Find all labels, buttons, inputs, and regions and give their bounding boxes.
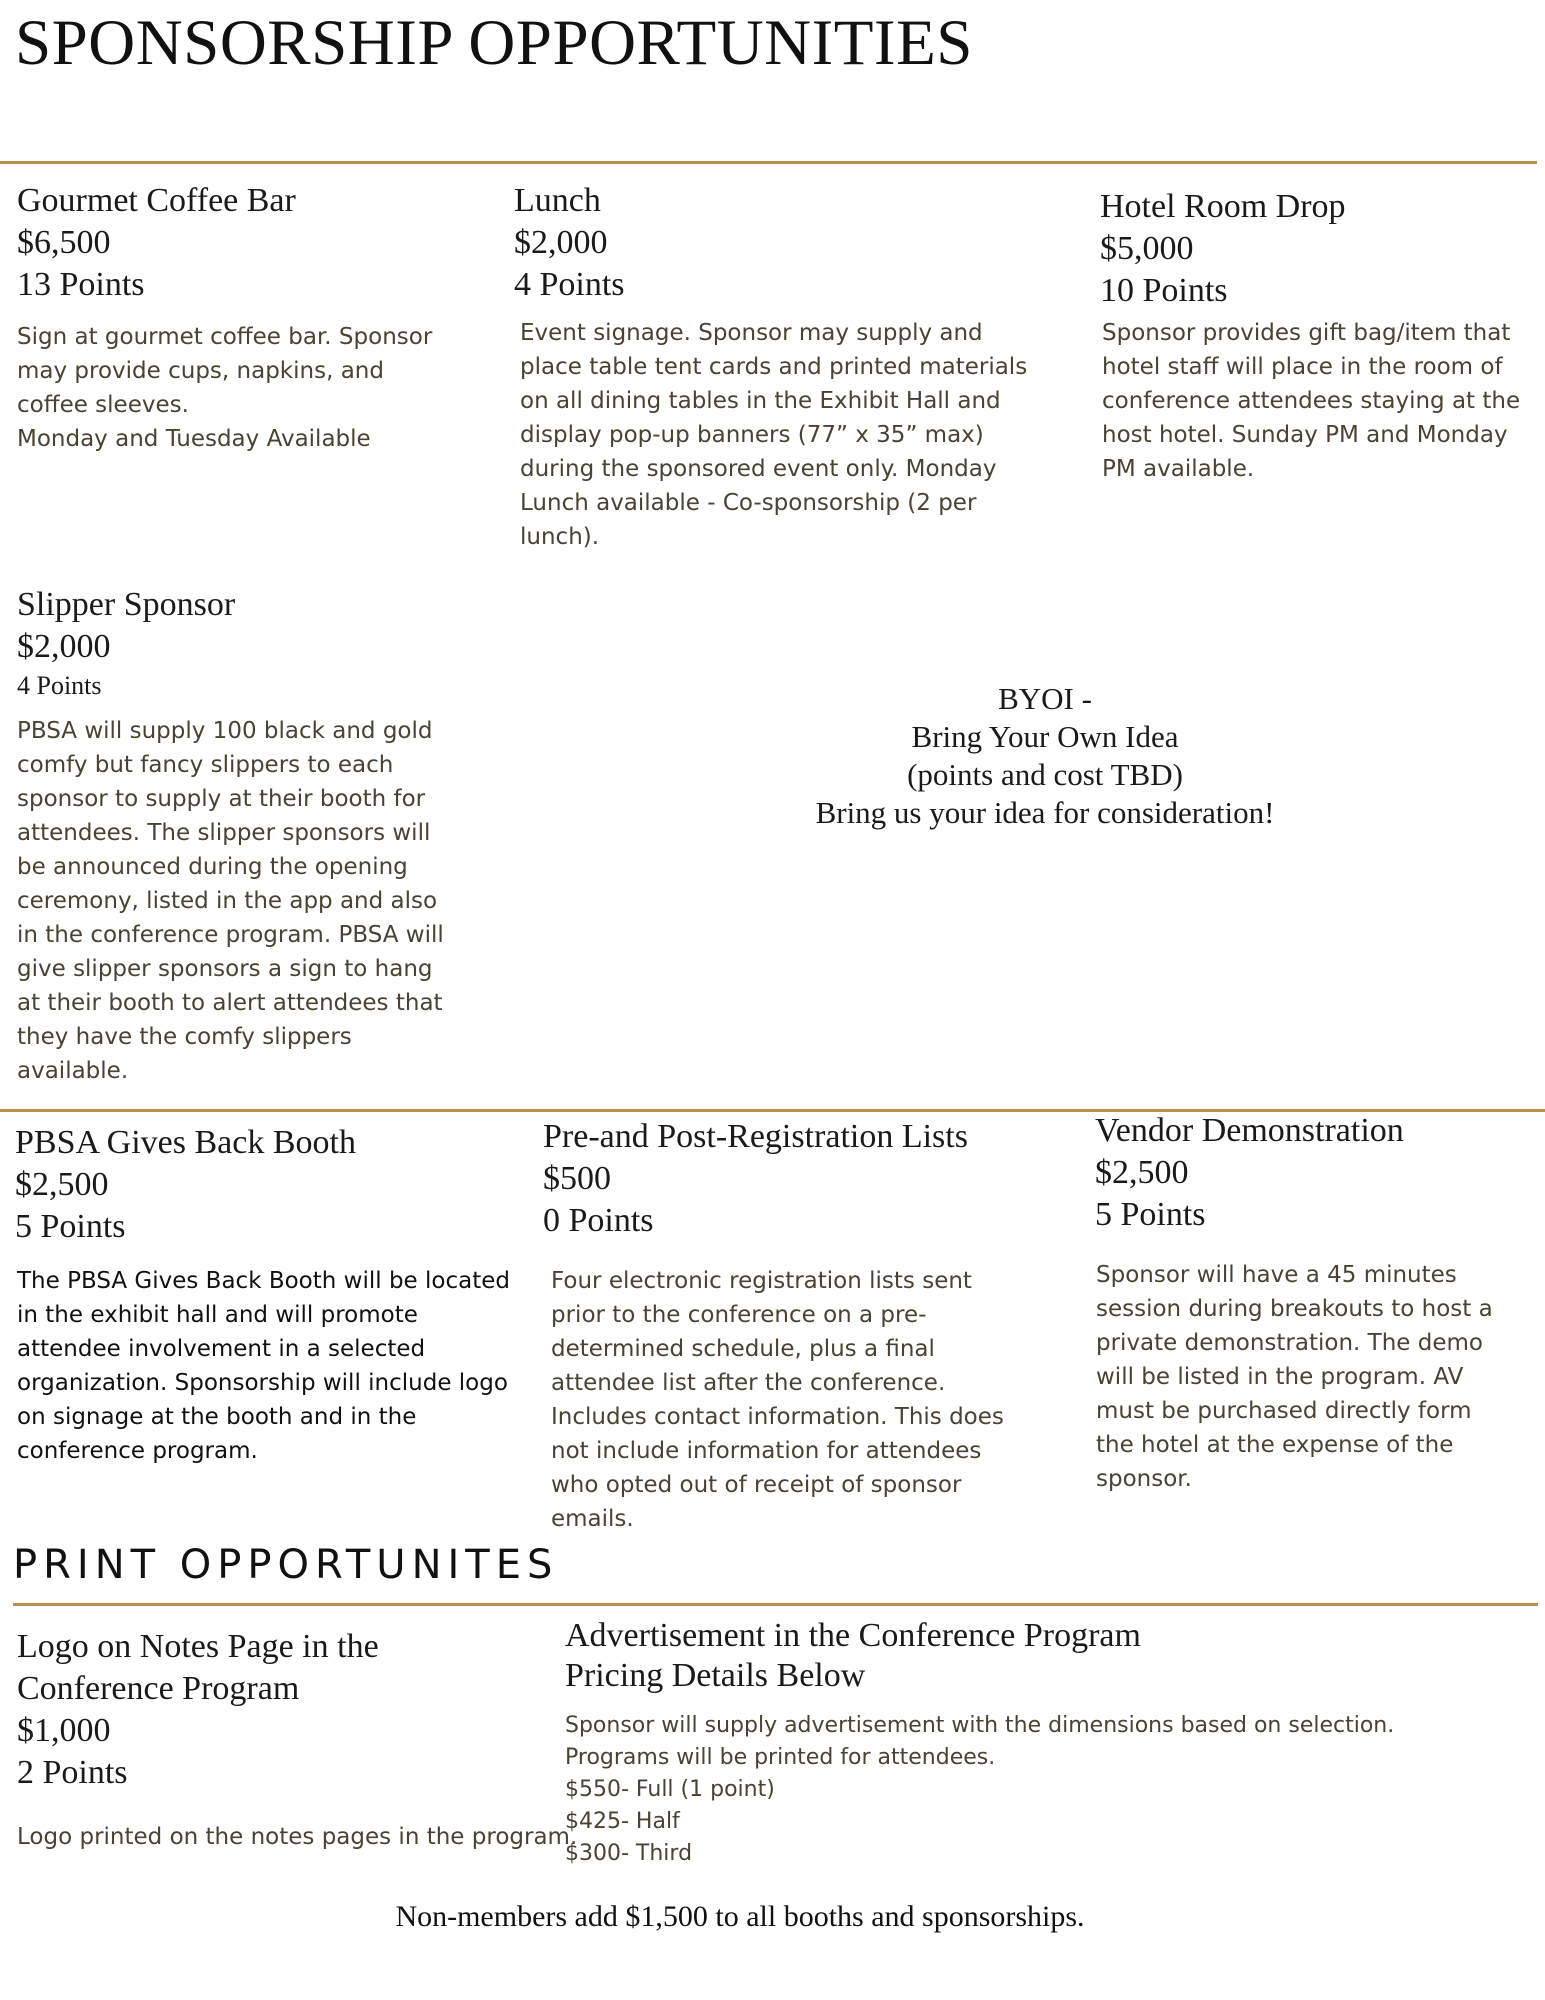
item-description: Sponsor provides gift bag/item that hotel staff will place in the room of conference attendees staying at the host hotel. Sunday PM and Monday PM available.	[1102, 320, 1521, 482]
item-registration-lists	[543, 1116, 1013, 1536]
advert-option-third: $300- Third	[565, 1841, 693, 1866]
item-name: Gourmet Coffee Bar	[17, 182, 296, 219]
item-name: PBSA Gives Back Booth	[15, 1124, 356, 1161]
item-points: 4 Points	[514, 266, 625, 303]
item-description	[17, 320, 457, 456]
item-gives-back-booth	[15, 1122, 515, 1468]
item-points: 10 Points	[1100, 272, 1228, 309]
top-divider	[0, 161, 1537, 164]
item-description: The PBSA Gives Back Booth will be located in the exhibit hall and will promote attendee involvement in a selected organization. Sponsorship will include logo on signage at the booth and in the conference program.	[17, 1268, 510, 1464]
item-points: 5 Points	[1095, 1196, 1206, 1233]
print-section-title: PRINT OPPORTUNITES	[13, 1542, 559, 1588]
item-price: $2,000	[514, 224, 608, 261]
item-hotel-room-drop	[1100, 186, 1525, 486]
item-price: $6,500	[17, 224, 111, 261]
page-title: SPONSORSHIP OPPORTUNITIES	[15, 7, 973, 79]
item-name-line2: Pricing Details Below	[565, 1657, 866, 1694]
item-logo-notes-page	[17, 1626, 578, 1854]
byoi-subheading: Bring Your Own Idea	[911, 719, 1179, 754]
item-availability: Monday and Tuesday Available	[17, 426, 371, 452]
item-points: 2 Points	[17, 1754, 128, 1791]
item-name-line2: Conference Program	[17, 1670, 300, 1707]
item-description: Logo printed on the notes pages in the program.	[17, 1824, 578, 1850]
item-price: $5,000	[1100, 230, 1194, 267]
item-name: Pre-and Post-Registration Lists	[543, 1118, 968, 1155]
item-name-line1: Logo on Notes Page in the	[17, 1628, 379, 1665]
byoi-callout	[745, 680, 1345, 832]
item-advertisement	[565, 1616, 1465, 1870]
advert-desc-line1: Sponsor will supply advertisement with the dimensions based on selection.	[565, 1713, 1395, 1738]
item-description	[565, 1710, 1465, 1870]
byoi-heading: BYOI -	[998, 681, 1092, 716]
item-points: 4 Points	[17, 671, 102, 700]
item-description-text: Sign at gourmet coffee bar. Sponsor may provide cups, napkins, and coffee sleeves.	[17, 324, 433, 418]
footer-note: Non-members add $1,500 to all booths and sponsorships.	[395, 1900, 1085, 1933]
item-vendor-demonstration	[1095, 1110, 1515, 1496]
item-points: 13 Points	[17, 266, 145, 303]
item-price: $2,000	[17, 628, 111, 665]
item-description: Event signage. Sponsor may supply and place table tent cards and printed materials on all dining tables in the Exhibit Hall and display pop-up banners (77” x 35” max) during the sponsored event only. Monday Lunch available - Co-sponsorship (2 per lunch).	[520, 320, 1028, 550]
item-slipper-sponsor	[17, 584, 457, 1088]
item-coffee-bar	[17, 180, 457, 456]
item-name: Lunch	[514, 182, 601, 219]
byoi-note: (points and cost TBD)	[907, 757, 1183, 792]
item-points: 5 Points	[15, 1208, 126, 1245]
item-name-line1: Advertisement in the Conference Program	[565, 1617, 1141, 1654]
byoi-call-to-action: Bring us your idea for consideration!	[815, 795, 1275, 830]
item-points: 0 Points	[543, 1202, 654, 1239]
advert-desc-line2: Programs will be printed for attendees.	[565, 1745, 996, 1770]
item-name: Hotel Room Drop	[1100, 188, 1346, 225]
advert-option-half: $425- Half	[565, 1809, 680, 1834]
item-name: Vendor Demonstration	[1095, 1112, 1404, 1149]
item-price: $2,500	[1095, 1154, 1189, 1191]
item-description: Four electronic registration lists sent prior to the conference on a pre-determined schedule, plus a final attendee list after the conference. Includes contact information. This does not include information for attendees who opted out of receipt of sponsor emails.	[551, 1268, 1004, 1532]
item-price: $2,500	[15, 1166, 109, 1203]
advert-option-full: $550- Full (1 point)	[565, 1777, 775, 1802]
item-description: PBSA will supply 100 black and gold comfy but fancy slippers to each sponsor to supply at their booth for attendees. The slipper sponsors will be announced during the opening ceremony, listed in the app and also in the conference program. PBSA will give slipper sponsors a sign to hang at their booth to alert attendees that they have the comfy slippers available.	[17, 718, 444, 1084]
item-price: $1,000	[17, 1712, 111, 1749]
item-description: Sponsor will have a 45 minutes session during breakouts to host a private demonstration. The demo will be listed in the program. AV must be purchased directly form the hotel at the expense of the sponsor.	[1096, 1262, 1493, 1492]
item-name: Slipper Sponsor	[17, 586, 236, 623]
item-price: $500	[543, 1160, 611, 1197]
print-divider	[13, 1603, 1538, 1606]
item-lunch	[514, 180, 1034, 554]
